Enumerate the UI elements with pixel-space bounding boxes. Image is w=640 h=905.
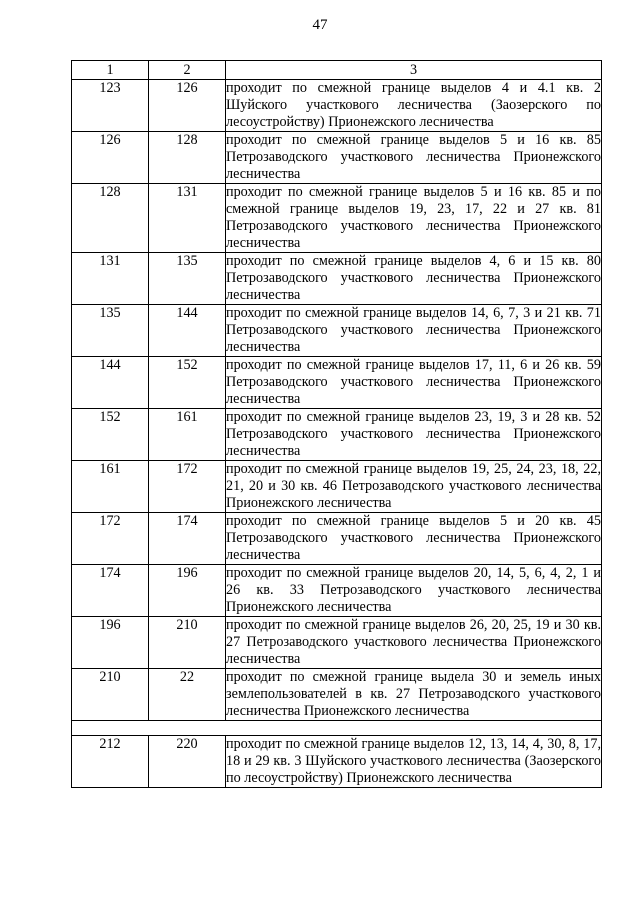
table-row: [72, 132, 602, 184]
empty-cell: [72, 721, 602, 736]
table-row: [72, 305, 602, 357]
table-row: [72, 253, 602, 305]
boundary-description-cell: проходит по смежной границе выделов 20, 14, 5, 6, 4, 2, 1 и 26 кв. 33 Петрозаводского участкового лесничества Прионежского лесничества: [226, 565, 601, 615]
point-from-cell: 131: [72, 253, 149, 305]
boundary-description-cell: проходит по смежной границе выделов 5 и 16 кв. 85 и по смежной границе выделов 19, 23, 17, 22 и 27 кв. 81 Петрозаводского участкового лесничества Прионежского лесничества: [226, 184, 601, 251]
boundary-description-cell: проходит по смежной границе выделов 12, 13, 14, 4, 30, 8, 17, 18 и 29 кв. 3 Шуйского участкового лесничества (Заозерского по лесоустройству) Прионежского лесничества: [226, 736, 601, 786]
point-to-cell: 126: [149, 80, 226, 132]
header-col-1: 1: [72, 61, 149, 80]
boundary-description-cell: проходит по смежной границе выделов 23, 19, 3 и 28 кв. 52 Петрозаводского участкового лесничества Прионежского лесничества: [226, 409, 601, 459]
point-to-cell: 135: [149, 253, 226, 305]
table-row: [72, 669, 602, 721]
point-from-cell: 174: [72, 565, 149, 617]
empty-separator-row: [72, 721, 602, 736]
table-row: [72, 184, 602, 253]
point-from-cell: 210: [72, 669, 149, 721]
table-row: [72, 409, 602, 461]
point-from-cell: 128: [72, 184, 149, 253]
point-from-cell: 161: [72, 461, 149, 513]
point-to-cell: 152: [149, 357, 226, 409]
header-col-2: 2: [149, 61, 226, 80]
point-from-cell: 212: [72, 736, 149, 788]
point-from-cell: 126: [72, 132, 149, 184]
point-from-cell: 196: [72, 617, 149, 669]
header-col-3: 3: [226, 61, 602, 80]
boundary-description-cell: проходит по смежной границе выделов 4, 6 и 15 кв. 80 Петрозаводского участкового лесничества Прионежского лесничества: [226, 253, 601, 303]
table-row: [72, 736, 602, 788]
point-to-cell: 210: [149, 617, 226, 669]
table-row: [72, 513, 602, 565]
table-row: [72, 461, 602, 513]
boundary-description-cell: проходит по смежной границе выделов 4 и 4.1 кв. 2 Шуйского участкового лесничества (Заозерского по лесоустройству) Прионежского лесничества: [226, 80, 601, 130]
table-row: [72, 617, 602, 669]
boundary-description-cell: проходит по смежной границе выделов 14, 6, 7, 3 и 21 кв. 71 Петрозаводского участкового лесничества Прионежского лесничества: [226, 305, 601, 355]
point-from-cell: 172: [72, 513, 149, 565]
boundary-table: [71, 60, 602, 788]
boundary-description-cell: проходит по смежной границе выделов 17, 11, 6 и 26 кв. 59 Петрозаводского участкового лесничества Прионежского лесничества: [226, 357, 601, 407]
point-from-cell: 123: [72, 80, 149, 132]
point-to-cell: 172: [149, 461, 226, 513]
table-row: [72, 565, 602, 617]
boundary-description-cell: проходит по смежной границе выделов 5 и 16 кв. 85 Петрозаводского участкового лесничества Прионежского лесничества: [226, 132, 601, 182]
boundary-description-cell: проходит по смежной границе выделов 5 и 20 кв. 45 Петрозаводского участкового лесничества Прионежского лесничества: [226, 513, 601, 563]
point-to-cell: 131: [149, 184, 226, 253]
boundary-description-cell: проходит по смежной границе выдела 30 и земель иных землепользователей в кв. 27 Петрозаводского участкового лесничества Прионежского лесничества: [226, 669, 601, 719]
point-from-cell: 135: [72, 305, 149, 357]
page-number: 47: [312, 17, 328, 33]
table-header-row: [72, 61, 602, 80]
boundary-description-cell: проходит по смежной границе выделов 19, 25, 24, 23, 18, 22, 21, 20 и 30 кв. 46 Петрозаводского участкового лесничества Прионежского лесничества: [226, 461, 601, 511]
point-from-cell: 152: [72, 409, 149, 461]
point-to-cell: 220: [149, 736, 226, 788]
point-to-cell: 22: [149, 669, 226, 721]
boundary-description-cell: проходит по смежной границе выделов 26, 20, 25, 19 и 30 кв. 27 Петрозаводского участкового лесничества Прионежского лесничества: [226, 617, 601, 667]
point-from-cell: 144: [72, 357, 149, 409]
point-to-cell: 128: [149, 132, 226, 184]
point-to-cell: 161: [149, 409, 226, 461]
point-to-cell: 144: [149, 305, 226, 357]
point-to-cell: 196: [149, 565, 226, 617]
point-to-cell: 174: [149, 513, 226, 565]
table-row: [72, 357, 602, 409]
table-row: [72, 80, 602, 132]
